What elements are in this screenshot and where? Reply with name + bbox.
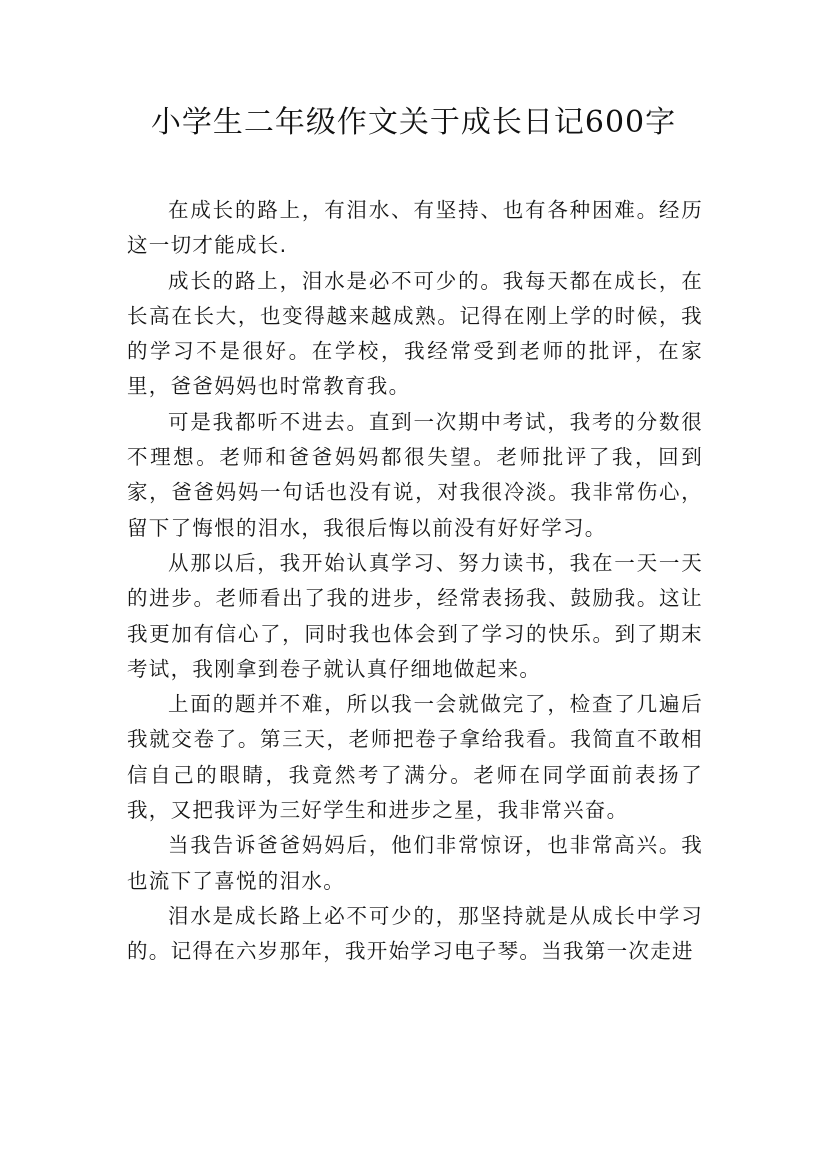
paragraph: 当我告诉爸爸妈妈后，他们非常惊讶，也非常高兴。我也流下了喜悦的泪水。 <box>127 833 703 893</box>
paragraph: 在成长的路上，有泪水、有坚持、也有各种困难。经历这一切才能成长. <box>127 198 703 258</box>
paragraph: 上面的题并不难，所以我一会就做完了，检查了几遍后我就交卷了。第三天，老师把卷子拿给我看。我简直不敢相信自己的眼睛，我竟然考了满分。老师在同学面前表扬了我，又把我评为三好学生和进步之星，我非常兴奋。 <box>127 692 703 823</box>
paragraph: 泪水是成长路上必不可少的，那坚持就是从成长中学习的。记得在六岁那年，我开始学习电子琴。当我第一次走进 <box>127 903 703 964</box>
paragraph: 从那以后，我开始认真学习、努力读书，我在一天一天的进步。老师看出了我的进步，经常表扬我、鼓励我。这让我更加有信心了，同时我也体会到了学习的快乐。到了期末考试，我刚拿到卷子就认真仔细地做起来。 <box>127 550 703 681</box>
paragraph: 成长的路上，泪水是必不可少的。我每天都在成长，在长高在长大，也变得越来越成熟。记得在刚上学的时候，我的学习不是很好。在学校，我经常受到老师的批评，在家里，爸爸妈妈也时常教育我。 <box>127 268 703 399</box>
document-title: 小学生二年级作文关于成长日记600字 <box>150 105 677 140</box>
paragraph: 可是我都听不进去。直到一次期中考试，我考的分数很不理想。老师和爸爸妈妈都很失望。老师批评了我，回到家，爸爸妈妈一句话也没有说，对我很冷淡。我非常伤心，留下了悔恨的泪水，我很后悔以前没有好好学习。 <box>127 409 703 540</box>
document-body <box>127 193 703 970</box>
